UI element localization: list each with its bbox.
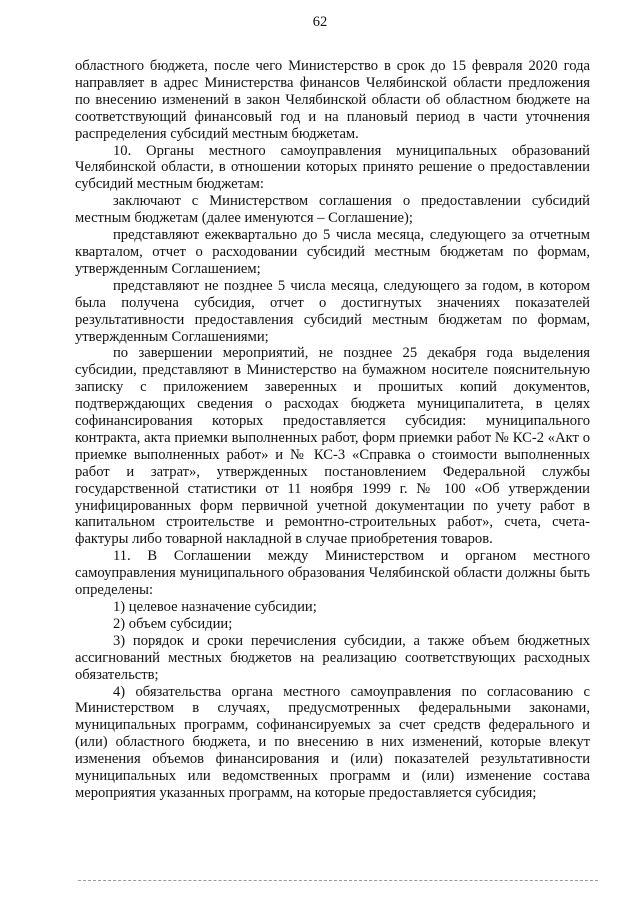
document-body (75, 58, 590, 802)
paragraph-completion-documents: по завершении мероприятий, не позднее 25 декабря года выделения субсидии, представляют в Министерство на бумажном носителе пояснительную записку с приложением заверенных и прошитых копий документов, подтверждающих сведения о расходах бюджета муниципалитета, в целях софинансирования которых предоставляется субсидия: муниципального контракта, акта приемки выполненных работ, форм приемки работ № КС-2 «Акт о приемке выполненных работ» и № КС-3 «Справка о стоимости выполненных работ и затрат», утвержденных постановлением Федеральной службы государственной статистики от 11 ноября 1999 г. № 100 «Об утверждении унифицированных форм первичной учетной документации по учету работ в капитальном строительстве и ремонтно-строительных работ», счета, счета-фактуры либо товарной накладной в случае приобретения товаров. (75, 345, 590, 548)
scan-bottom-edge (78, 880, 598, 881)
paragraph-quarterly-report: представляют ежеквартально до 5 числа месяца, следующего за отчетным кварталом, отчет о расходовании субсидий местным бюджетам по формам, утвержденным Соглашением; (75, 227, 590, 277)
list-item-1: 1) целевое назначение субсидии; (113, 599, 317, 615)
page-number: 62 (312, 14, 328, 30)
paragraph-annual-report: представляют не позднее 5 числа месяца, следующего за годом, в котором была получена субсидия, отчет о достигнутых значениях показателей результативности предоставления субсидий местным бюджетам по формам, утвержденным Соглашениями; (75, 277, 590, 345)
list-item-3: 3) порядок и сроки перечисления субсидии, а также объем бюджетных ассигнований местных бюджетов на реализацию соответствующих расходных обязательств; (75, 632, 590, 683)
paragraph-continuation: областного бюджета, после чего Министерство в срок до 15 февраля 2020 года направляет в адрес Министерства финансов Челябинской области предложения по внесению изменений в закон Челябинской области об областном бюджете на соответствующий финансовый год и на плановый период в части уточнения распределения субсидий местным бюджетам. (75, 58, 590, 142)
paragraph-concluding-agreements: заключают с Министерством соглашения о предоставлении субсидий местным бюджетам (далее именуются – Соглашение); (75, 193, 590, 227)
paragraph-item-10: 10. Органы местного самоуправления муниципальных образований Челябинской области, в отношении которых принято решение о предоставлении субсидий местным бюджетам: (75, 142, 590, 193)
list-item-4: 4) обязательства органа местного самоуправления по согласованию с Министерством в случаях, предусмотренных федеральными законами, муниципальных программ, софинансируемых за счет средств федерального и (или) областного бюджета, и по внесению в них изменений, которые влекут изменения объемов финансирования и (или) показателей результативности муниципальных или ведомственных программ и (или) изменение состава мероприятия указанных программ, на которые предоставляется субсидия; (75, 683, 590, 801)
paragraph-item-11: 11. В Соглашении между Министерством и органом местного самоуправления муниципального образования Челябинской области должны быть определены: (75, 548, 590, 599)
list-item-2: 2) объем субсидии; (113, 615, 233, 632)
